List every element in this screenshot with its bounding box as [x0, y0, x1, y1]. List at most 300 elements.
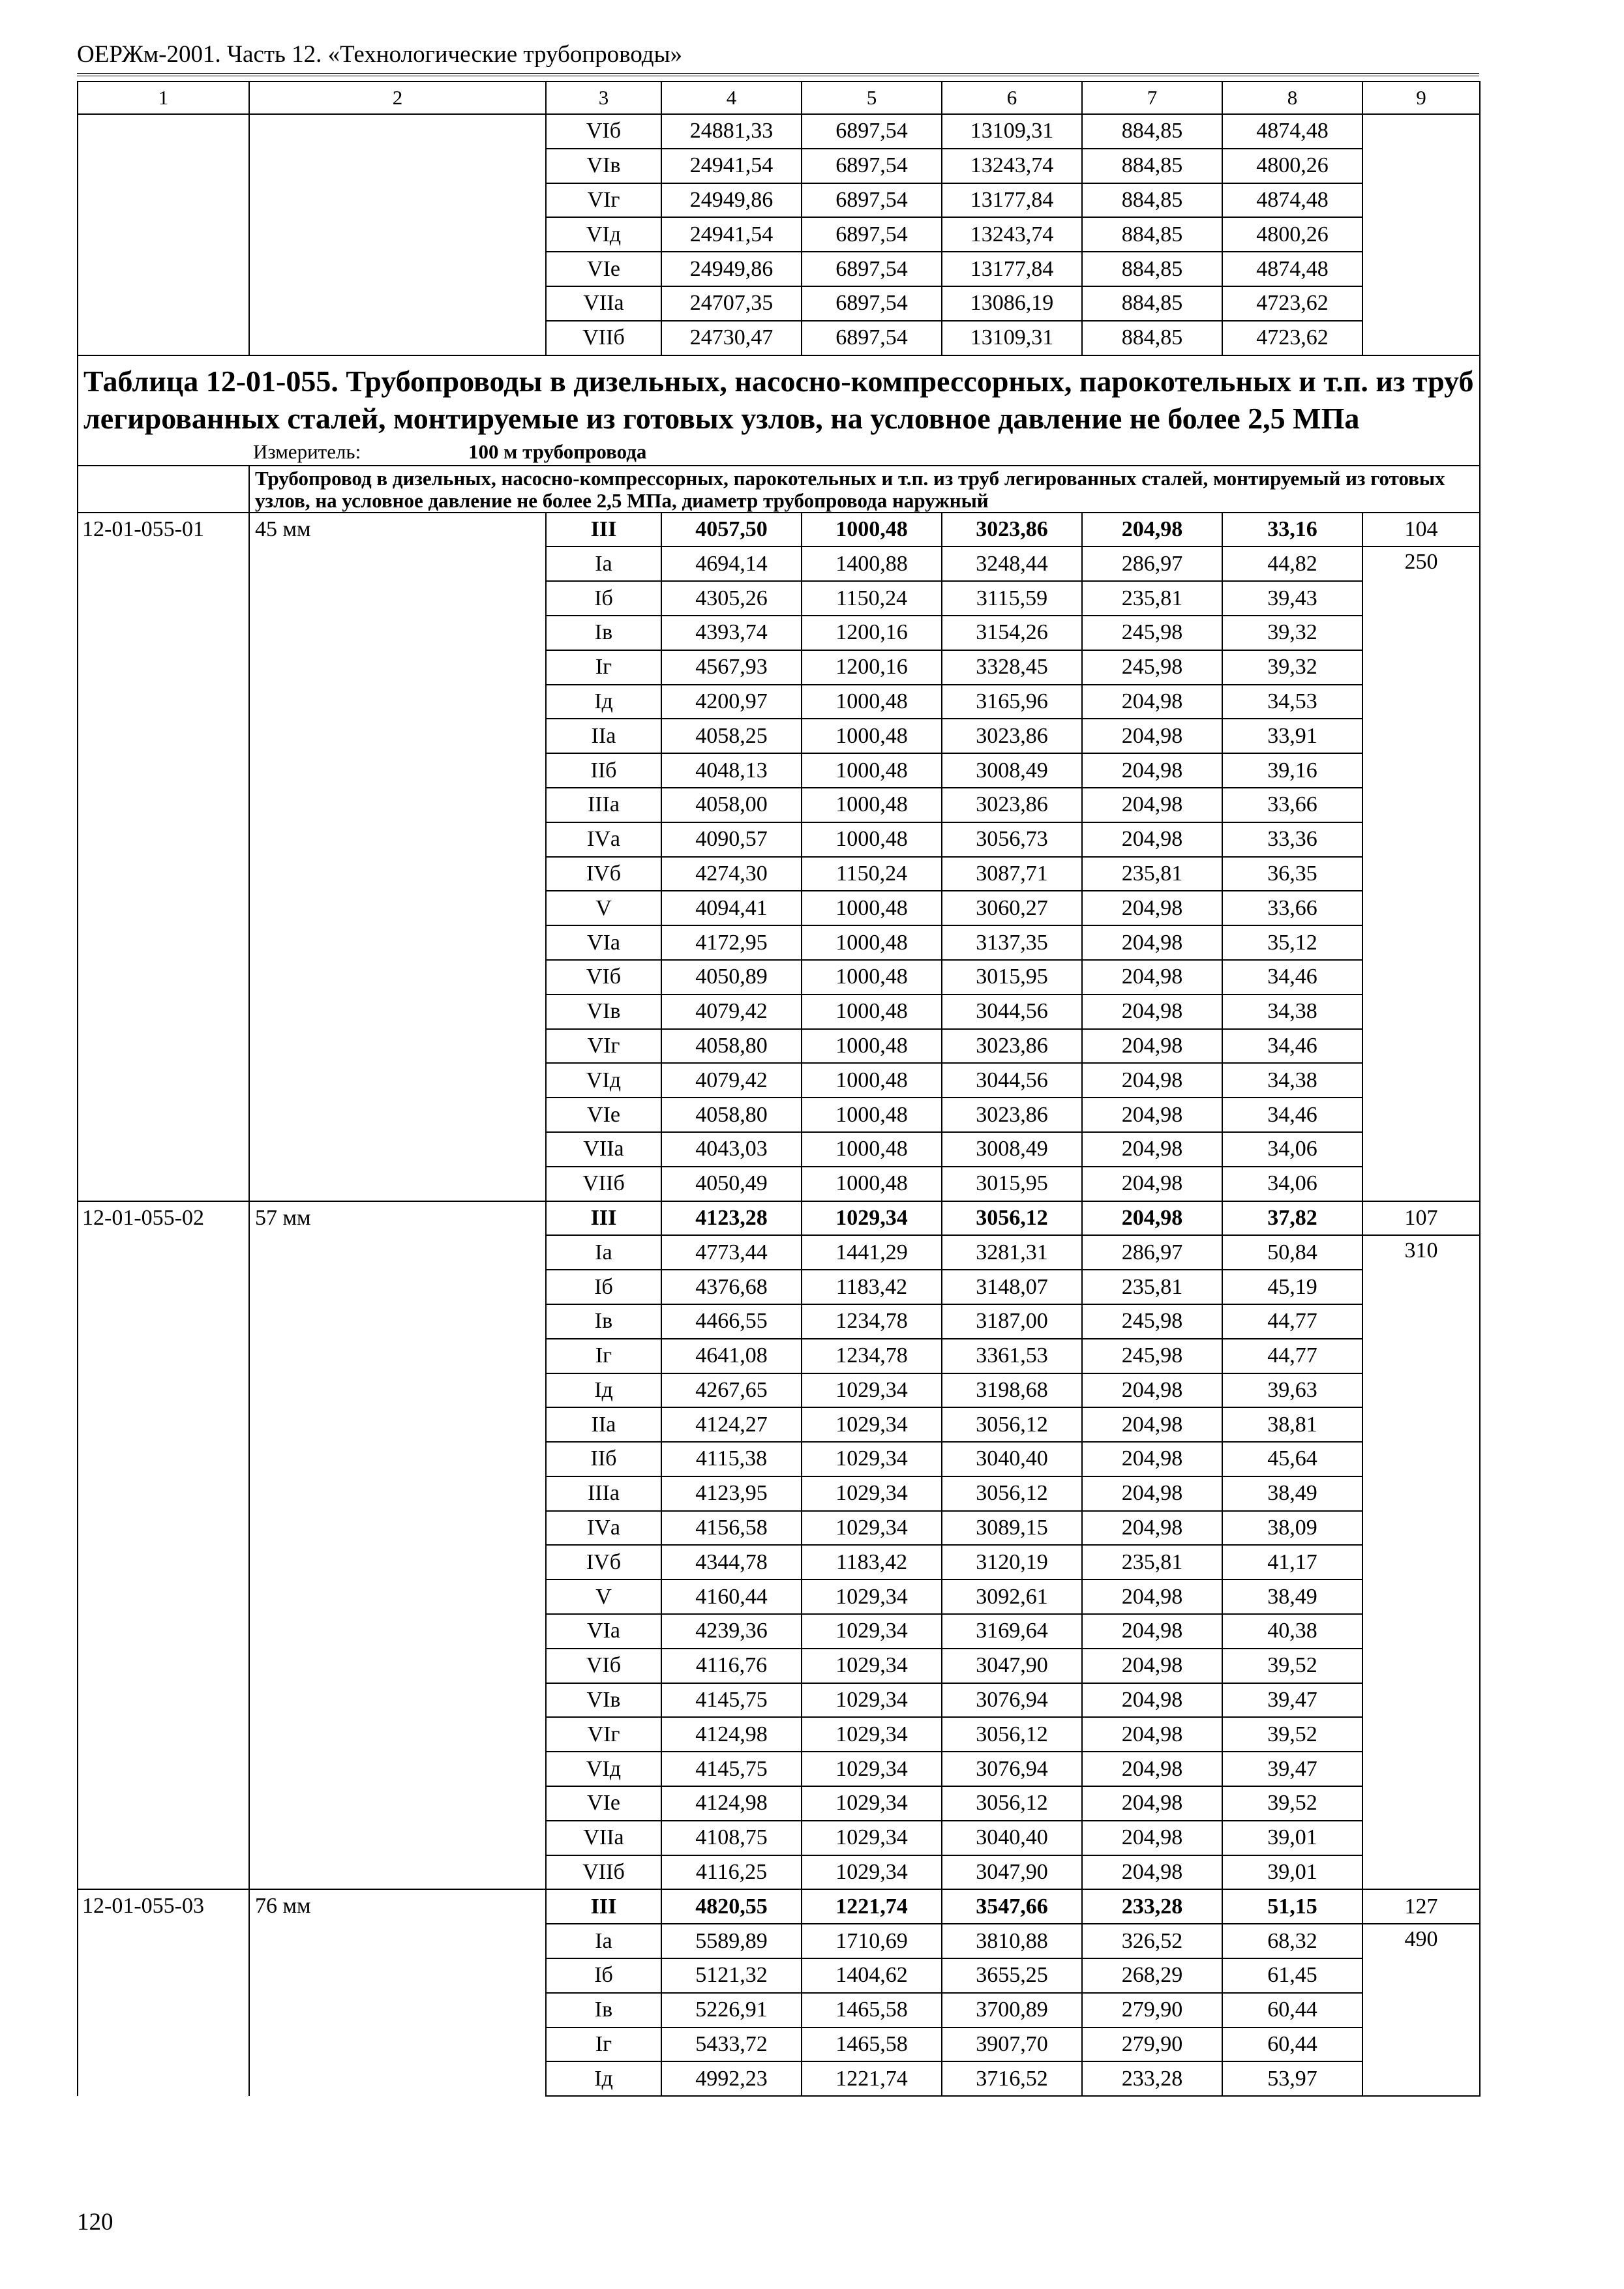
mark-cell: VIIб [546, 1167, 661, 1201]
materials-cell: 34,06 [1222, 1132, 1362, 1167]
total-cost-cell: 4145,75 [661, 1683, 802, 1718]
machines-cell: 3907,70 [942, 2027, 1082, 2062]
materials-cell: 4800,26 [1222, 217, 1362, 252]
column-number: 3 [546, 82, 661, 114]
mark-cell: VIд [546, 1063, 661, 1098]
materials-cell: 39,52 [1222, 1649, 1362, 1683]
column-number: 9 [1362, 82, 1480, 114]
diameter-cell: 57 мм [249, 1201, 546, 1890]
mark-cell: IVб [546, 857, 661, 891]
machines-cell: 3120,19 [942, 1545, 1082, 1579]
wages-cell: 1029,34 [802, 1855, 942, 1890]
materials-cell: 39,32 [1222, 616, 1362, 650]
wages-cell: 1029,34 [802, 1476, 942, 1511]
machines-cell: 3008,49 [942, 1132, 1082, 1167]
wages-cell: 1183,42 [802, 1270, 942, 1304]
materials-cell: 4800,26 [1222, 149, 1362, 183]
materials-cell: 34,46 [1222, 1029, 1362, 1064]
mark-cell: VIIа [546, 286, 661, 321]
machines-cell: 3076,94 [942, 1752, 1082, 1786]
mark-cell: V [546, 1579, 661, 1614]
materials-cell: 33,91 [1222, 719, 1362, 753]
mark-cell: VIIб [546, 1855, 661, 1890]
mark-cell: VIг [546, 1717, 661, 1752]
wages-cell: 1200,16 [802, 616, 942, 650]
machinist-wages-cell: 245,98 [1082, 1304, 1222, 1339]
mark-cell: VIг [546, 183, 661, 218]
machines-cell: 3056,12 [942, 1201, 1082, 1236]
column9-cell: 107 [1362, 1201, 1480, 1236]
machines-cell: 3148,07 [942, 1270, 1082, 1304]
mark-cell: Iд [546, 1373, 661, 1408]
machinist-wages-cell: 204,98 [1082, 1579, 1222, 1614]
materials-cell: 33,66 [1222, 788, 1362, 822]
materials-cell: 68,32 [1222, 1924, 1362, 1958]
total-cost-cell: 4108,75 [661, 1821, 802, 1855]
materials-cell: 44,82 [1222, 546, 1362, 581]
mark-cell: Iа [546, 546, 661, 581]
materials-cell: 50,84 [1222, 1235, 1362, 1270]
wages-cell: 1029,34 [802, 1511, 942, 1546]
description: Трубопровод в дизельных, насосно-компрессорных, парокотельных и т.п. из труб легированных сталей, монтируемый из готовых узлов, на условное давление не более 2,5 МПа, диаметр трубопровода наружный [249, 466, 1480, 513]
machinist-wages-cell: 233,28 [1082, 1889, 1222, 1924]
mark-cell: III [546, 1889, 661, 1924]
total-cost-cell: 24949,86 [661, 183, 802, 218]
total-cost-cell: 4116,76 [661, 1649, 802, 1683]
total-cost-cell: 4124,98 [661, 1786, 802, 1821]
machinist-wages-cell: 235,81 [1082, 1545, 1222, 1579]
materials-cell: 38,81 [1222, 1407, 1362, 1442]
total-cost-cell: 4694,14 [661, 546, 802, 581]
machinist-wages-cell: 204,98 [1082, 1063, 1222, 1098]
mark-cell: VIIа [546, 1132, 661, 1167]
machinist-wages-cell: 204,98 [1082, 1373, 1222, 1408]
mark-cell: Iг [546, 650, 661, 685]
total-cost-cell: 4115,38 [661, 1442, 802, 1476]
mark-cell: Iб [546, 581, 661, 616]
materials-cell: 38,49 [1222, 1476, 1362, 1511]
machinist-wages-cell: 204,98 [1082, 1476, 1222, 1511]
materials-cell: 38,49 [1222, 1579, 1362, 1614]
mark-cell: Iг [546, 1339, 661, 1373]
total-cost-cell: 5589,89 [661, 1924, 802, 1958]
total-cost-cell: 4090,57 [661, 822, 802, 857]
mark-cell: IIб [546, 753, 661, 788]
meter-value: 100 м трубопровода [468, 440, 647, 464]
column-number: 7 [1082, 82, 1222, 114]
wages-cell: 1710,69 [802, 1924, 942, 1958]
table-body [78, 82, 1480, 2096]
wages-cell: 1029,34 [802, 1752, 942, 1786]
materials-cell: 33,36 [1222, 822, 1362, 857]
wages-cell: 1200,16 [802, 650, 942, 685]
machinist-wages-cell: 279,90 [1082, 1993, 1222, 2027]
machines-cell: 3248,44 [942, 546, 1082, 581]
machines-cell: 3056,12 [942, 1786, 1082, 1821]
total-cost-cell: 4048,13 [661, 753, 802, 788]
mark-cell: VIе [546, 1786, 661, 1821]
materials-cell: 60,44 [1222, 1993, 1362, 2027]
machines-cell: 3169,64 [942, 1614, 1082, 1649]
mark-cell: IIа [546, 1407, 661, 1442]
machinist-wages-cell: 204,98 [1082, 960, 1222, 995]
machinist-wages-cell: 204,98 [1082, 513, 1222, 547]
machines-cell: 3115,59 [942, 581, 1082, 616]
wages-cell: 1029,34 [802, 1579, 942, 1614]
wages-cell: 1029,34 [802, 1649, 942, 1683]
table-row [78, 513, 1480, 547]
machinist-wages-cell: 204,98 [1082, 719, 1222, 753]
total-cost-cell: 5433,72 [661, 2027, 802, 2062]
code-cell: 12-01-055-03 [78, 1889, 249, 2096]
mark-cell: Iа [546, 1235, 661, 1270]
column9-cell: 104 [1362, 513, 1480, 547]
machinist-wages-cell: 204,98 [1082, 925, 1222, 960]
mark-cell: IIIа [546, 1476, 661, 1511]
materials-cell: 4874,48 [1222, 114, 1362, 149]
wages-cell: 1465,58 [802, 1993, 942, 2027]
machines-cell: 3023,86 [942, 513, 1082, 547]
mark-cell: VIв [546, 995, 661, 1029]
total-cost-cell: 5121,32 [661, 1958, 802, 1993]
machinist-wages-cell: 204,98 [1082, 685, 1222, 719]
machines-cell: 3076,94 [942, 1683, 1082, 1718]
materials-cell: 39,16 [1222, 753, 1362, 788]
machines-cell: 3087,71 [942, 857, 1082, 891]
column9-cell [1362, 114, 1480, 355]
machinist-wages-cell: 204,98 [1082, 1201, 1222, 1236]
wages-cell: 1000,48 [802, 995, 942, 1029]
machines-cell: 3187,00 [942, 1304, 1082, 1339]
code-cell: 12-01-055-01 [78, 513, 249, 1201]
machines-cell: 3044,56 [942, 995, 1082, 1029]
mark-cell: Iд [546, 2061, 661, 2096]
machines-cell: 13109,31 [942, 321, 1082, 355]
mark-cell: VIа [546, 1614, 661, 1649]
materials-cell: 39,01 [1222, 1821, 1362, 1855]
total-cost-cell: 24881,33 [661, 114, 802, 149]
column9-cell: 250 [1362, 546, 1480, 1201]
materials-cell: 53,97 [1222, 2061, 1362, 2096]
machines-cell: 3655,25 [942, 1958, 1082, 1993]
materials-cell: 37,82 [1222, 1201, 1362, 1236]
machines-cell: 3044,56 [942, 1063, 1082, 1098]
wages-cell: 1000,48 [802, 1167, 942, 1201]
materials-cell: 34,38 [1222, 1063, 1362, 1098]
machinist-wages-cell: 204,98 [1082, 1442, 1222, 1476]
column-number: 1 [78, 82, 249, 114]
wages-cell: 1150,24 [802, 857, 942, 891]
total-cost-cell: 4267,65 [661, 1373, 802, 1408]
machines-cell: 3056,12 [942, 1476, 1082, 1511]
wages-cell: 1029,34 [802, 1786, 942, 1821]
machines-cell: 3008,49 [942, 753, 1082, 788]
wages-cell: 1400,88 [802, 546, 942, 581]
mark-cell: VIIа [546, 1821, 661, 1855]
machines-cell: 3361,53 [942, 1339, 1082, 1373]
materials-cell: 44,77 [1222, 1339, 1362, 1373]
machinist-wages-cell: 268,29 [1082, 1958, 1222, 1993]
machines-cell: 3056,12 [942, 1717, 1082, 1752]
machines-cell: 3023,86 [942, 788, 1082, 822]
wages-cell: 1000,48 [802, 685, 942, 719]
machinist-wages-cell: 204,98 [1082, 1752, 1222, 1786]
meter-row [78, 440, 1480, 466]
machinist-wages-cell: 204,98 [1082, 1029, 1222, 1064]
wages-cell: 1000,48 [802, 1132, 942, 1167]
mark-cell: VIб [546, 1649, 661, 1683]
total-cost-cell: 4466,55 [661, 1304, 802, 1339]
total-cost-cell: 4057,50 [661, 513, 802, 547]
machines-cell: 3047,90 [942, 1855, 1082, 1890]
machines-cell: 3040,40 [942, 1442, 1082, 1476]
machinist-wages-cell: 204,98 [1082, 891, 1222, 925]
machinist-wages-cell: 245,98 [1082, 616, 1222, 650]
column-number: 2 [249, 82, 546, 114]
machines-cell: 3154,26 [942, 616, 1082, 650]
column-number: 5 [802, 82, 942, 114]
total-cost-cell: 4274,30 [661, 857, 802, 891]
table-title-row [78, 355, 1480, 440]
wages-cell: 1150,24 [802, 581, 942, 616]
mark-cell: V [546, 891, 661, 925]
wages-cell: 1000,48 [802, 1098, 942, 1132]
mark-cell: VIг [546, 1029, 661, 1064]
table-row [78, 114, 1480, 149]
machines-cell: 3089,15 [942, 1511, 1082, 1546]
meter [78, 440, 1480, 466]
mark-cell: VIб [546, 114, 661, 149]
machinist-wages-cell: 204,98 [1082, 1614, 1222, 1649]
machines-cell: 3015,95 [942, 960, 1082, 995]
materials-cell: 40,38 [1222, 1614, 1362, 1649]
meter-label: Измеритель: [253, 440, 361, 464]
machinist-wages-cell: 245,98 [1082, 650, 1222, 685]
mark-cell: Iв [546, 1993, 661, 2027]
description-row [78, 466, 1480, 513]
machinist-wages-cell: 279,90 [1082, 2027, 1222, 2062]
wages-cell: 1029,34 [802, 1614, 942, 1649]
machinist-wages-cell: 204,98 [1082, 1855, 1222, 1890]
materials-cell: 4723,62 [1222, 321, 1362, 355]
total-cost-cell: 4058,80 [661, 1098, 802, 1132]
machinist-wages-cell: 884,85 [1082, 149, 1222, 183]
machinist-wages-cell: 326,52 [1082, 1924, 1222, 1958]
table-title: Таблица 12-01-055. Трубопроводы в дизельных, насосно-компрессорных, парокотельных и т.п. из труб легированных сталей, монтируемые из готовых узлов, на условное давление не более 2,5 МПа [78, 355, 1480, 440]
machinist-wages-cell: 204,98 [1082, 1098, 1222, 1132]
code-cell [78, 114, 249, 355]
machines-cell: 3328,45 [942, 650, 1082, 685]
machines-cell: 13177,84 [942, 252, 1082, 286]
machinist-wages-cell: 884,85 [1082, 321, 1222, 355]
mark-cell: VIе [546, 252, 661, 286]
wages-cell: 6897,54 [802, 114, 942, 149]
machines-cell: 3023,86 [942, 719, 1082, 753]
mark-cell: IVа [546, 822, 661, 857]
machines-cell: 3137,35 [942, 925, 1082, 960]
machines-cell: 13243,74 [942, 217, 1082, 252]
machines-cell: 13109,31 [942, 114, 1082, 149]
diameter-cell: 45 мм [249, 513, 546, 1201]
total-cost-cell: 4773,44 [661, 1235, 802, 1270]
total-cost-cell: 4145,75 [661, 1752, 802, 1786]
mark-cell: IIа [546, 719, 661, 753]
materials-cell: 39,63 [1222, 1373, 1362, 1408]
total-cost-cell: 4124,98 [661, 1717, 802, 1752]
materials-cell: 33,16 [1222, 513, 1362, 547]
wages-cell: 1221,74 [802, 1889, 942, 1924]
wages-cell: 1000,48 [802, 891, 942, 925]
mark-cell: VIд [546, 217, 661, 252]
mark-cell: VIв [546, 1683, 661, 1718]
total-cost-cell: 4305,26 [661, 581, 802, 616]
wages-cell: 1000,48 [802, 753, 942, 788]
machinist-wages-cell: 235,81 [1082, 1270, 1222, 1304]
machines-cell: 3056,73 [942, 822, 1082, 857]
materials-cell: 34,06 [1222, 1167, 1362, 1201]
mark-cell: IVа [546, 1511, 661, 1546]
machines-cell: 3810,88 [942, 1924, 1082, 1958]
machinist-wages-cell: 245,98 [1082, 1339, 1222, 1373]
total-cost-cell: 4123,28 [661, 1201, 802, 1236]
mark-cell: VIд [546, 1752, 661, 1786]
diameter-cell: 76 мм [249, 1889, 546, 2096]
wages-cell: 1000,48 [802, 719, 942, 753]
wages-cell: 6897,54 [802, 217, 942, 252]
materials-cell: 60,44 [1222, 2027, 1362, 2062]
total-cost-cell: 4058,80 [661, 1029, 802, 1064]
materials-cell: 39,47 [1222, 1752, 1362, 1786]
mark-cell: III [546, 1201, 661, 1236]
column9-cell: 490 [1362, 1924, 1480, 2096]
materials-cell: 39,32 [1222, 650, 1362, 685]
header-rule [77, 73, 1479, 76]
column-number: 4 [661, 82, 802, 114]
machinist-wages-cell: 204,98 [1082, 1167, 1222, 1201]
wages-cell: 1000,48 [802, 925, 942, 960]
materials-cell: 4874,48 [1222, 183, 1362, 218]
page-header: ОЕРЖм-2001. Часть 12. «Технологические трубопроводы» [77, 41, 682, 68]
materials-cell: 4874,48 [1222, 252, 1362, 286]
column-number: 6 [942, 82, 1082, 114]
wages-cell: 1029,34 [802, 1442, 942, 1476]
machinist-wages-cell: 233,28 [1082, 2061, 1222, 2096]
machinist-wages-cell: 204,98 [1082, 1407, 1222, 1442]
wages-cell: 1465,58 [802, 2027, 942, 2062]
wages-cell: 1029,34 [802, 1407, 942, 1442]
machines-cell: 3056,12 [942, 1407, 1082, 1442]
wages-cell: 6897,54 [802, 149, 942, 183]
mark-cell: Iв [546, 616, 661, 650]
wages-cell: 1234,78 [802, 1304, 942, 1339]
machinist-wages-cell: 204,98 [1082, 1511, 1222, 1546]
total-cost-cell: 24730,47 [661, 321, 802, 355]
materials-cell: 45,64 [1222, 1442, 1362, 1476]
total-cost-cell: 24707,35 [661, 286, 802, 321]
machines-cell: 3023,86 [942, 1098, 1082, 1132]
machines-cell: 3040,40 [942, 1821, 1082, 1855]
total-cost-cell: 4820,55 [661, 1889, 802, 1924]
machines-cell: 3015,95 [942, 1167, 1082, 1201]
wages-cell: 1221,74 [802, 2061, 942, 2096]
column9-cell: 127 [1362, 1889, 1480, 1924]
materials-cell: 34,46 [1222, 960, 1362, 995]
materials-cell: 39,52 [1222, 1717, 1362, 1752]
machinist-wages-cell: 204,98 [1082, 822, 1222, 857]
wages-cell: 1441,29 [802, 1235, 942, 1270]
machines-cell: 13177,84 [942, 183, 1082, 218]
machinist-wages-cell: 884,85 [1082, 252, 1222, 286]
wages-cell: 1000,48 [802, 960, 942, 995]
machines-cell: 3547,66 [942, 1889, 1082, 1924]
mark-cell: Iб [546, 1270, 661, 1304]
wages-cell: 1029,34 [802, 1683, 942, 1718]
code-cell: 12-01-055-02 [78, 1201, 249, 1890]
wages-cell: 1029,34 [802, 1201, 942, 1236]
machinist-wages-cell: 286,97 [1082, 546, 1222, 581]
materials-cell: 4723,62 [1222, 286, 1362, 321]
mark-cell: Iв [546, 1304, 661, 1339]
wages-cell: 1029,34 [802, 1373, 942, 1408]
machines-cell: 3716,52 [942, 2061, 1082, 2096]
machinist-wages-cell: 204,98 [1082, 1717, 1222, 1752]
machines-cell: 3700,89 [942, 1993, 1082, 2027]
total-cost-cell: 24949,86 [661, 252, 802, 286]
machinist-wages-cell: 884,85 [1082, 183, 1222, 218]
total-cost-cell: 4058,00 [661, 788, 802, 822]
mark-cell: IVб [546, 1545, 661, 1579]
total-cost-cell: 4116,25 [661, 1855, 802, 1890]
total-cost-cell: 4094,41 [661, 891, 802, 925]
materials-cell: 33,66 [1222, 891, 1362, 925]
materials-cell: 39,01 [1222, 1855, 1362, 1890]
description-empty-cell [78, 466, 249, 513]
machines-cell: 3281,31 [942, 1235, 1082, 1270]
mark-cell: III [546, 513, 661, 547]
total-cost-cell: 4050,89 [661, 960, 802, 995]
mark-cell: VIа [546, 925, 661, 960]
wages-cell: 1000,48 [802, 822, 942, 857]
wages-cell: 1000,48 [802, 1063, 942, 1098]
machinist-wages-cell: 235,81 [1082, 857, 1222, 891]
machinist-wages-cell: 204,98 [1082, 1786, 1222, 1821]
total-cost-cell: 4393,74 [661, 616, 802, 650]
machines-cell: 3198,68 [942, 1373, 1082, 1408]
total-cost-cell: 24941,54 [661, 149, 802, 183]
total-cost-cell: 4050,49 [661, 1167, 802, 1201]
machines-cell: 13086,19 [942, 286, 1082, 321]
total-cost-cell: 4079,42 [661, 995, 802, 1029]
mark-cell: Iд [546, 685, 661, 719]
wages-cell: 1000,48 [802, 1029, 942, 1064]
column-number: 8 [1222, 82, 1362, 114]
materials-cell: 39,47 [1222, 1683, 1362, 1718]
wages-cell: 6897,54 [802, 183, 942, 218]
total-cost-cell: 4172,95 [661, 925, 802, 960]
total-cost-cell: 4079,42 [661, 1063, 802, 1098]
mark-cell: Iг [546, 2027, 661, 2062]
rates-table [77, 81, 1481, 2097]
page-number: 120 [77, 2209, 113, 2236]
total-cost-cell: 4200,97 [661, 685, 802, 719]
machines-cell: 13243,74 [942, 149, 1082, 183]
materials-cell: 34,38 [1222, 995, 1362, 1029]
total-cost-cell: 4239,36 [661, 1614, 802, 1649]
total-cost-cell: 4124,27 [661, 1407, 802, 1442]
materials-cell: 36,35 [1222, 857, 1362, 891]
total-cost-cell: 4344,78 [661, 1545, 802, 1579]
mark-cell: VIв [546, 149, 661, 183]
